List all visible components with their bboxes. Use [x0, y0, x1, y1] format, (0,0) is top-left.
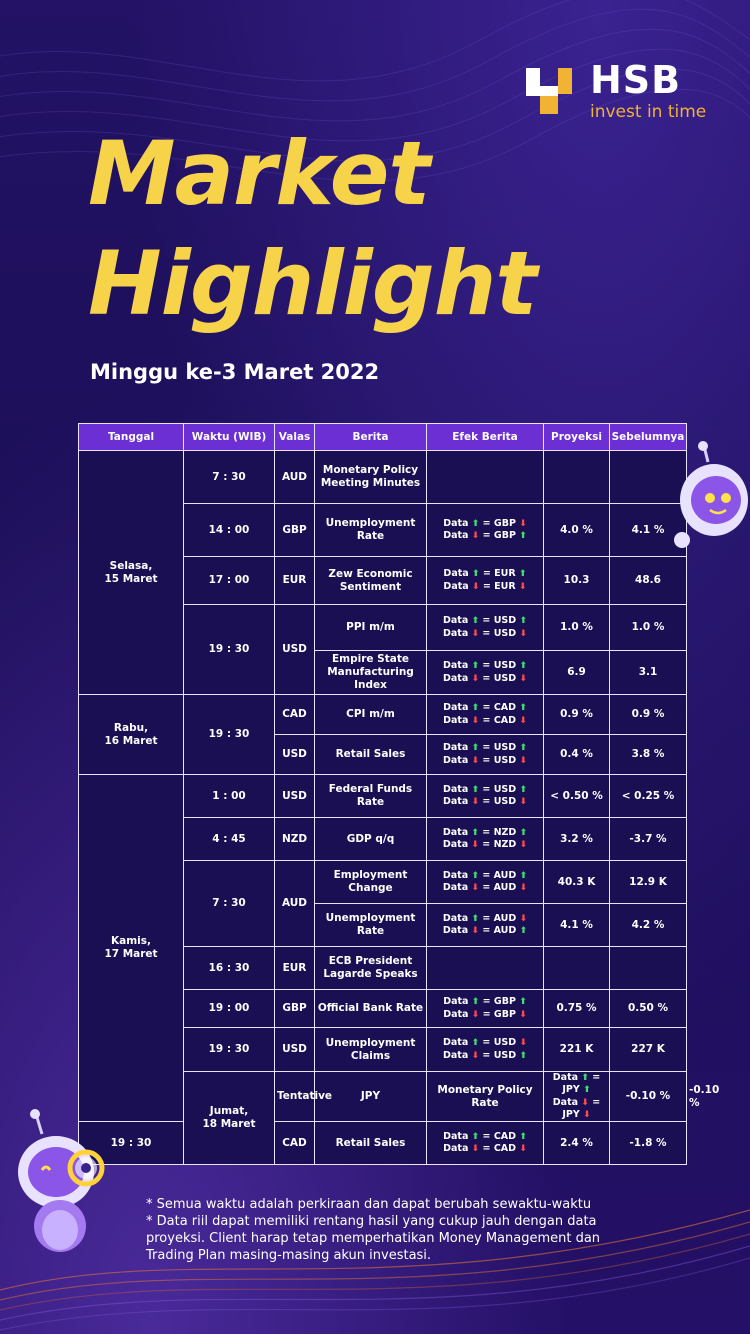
effect-line: Data ⬇ = NZD ⬇ — [442, 839, 528, 850]
page-title-line1: Market — [88, 122, 430, 225]
previous-cell: 0.9 % — [610, 695, 687, 735]
table-row — [79, 695, 687, 735]
effect-line: Data ⬆ = USD ⬆ — [442, 615, 528, 627]
projection-cell: 221 K — [544, 1028, 610, 1072]
currency-cell: USD — [275, 605, 315, 695]
effect-line: Data ⬆ = USD ⬆ — [442, 742, 528, 754]
effect-line: Data ⬆ = EUR ⬆ — [443, 568, 527, 580]
effect-cell — [427, 695, 544, 735]
page-title-line2: Highlight — [88, 232, 537, 335]
currency-cell: CAD — [275, 1122, 315, 1165]
effect-line: Data ⬇ = USD ⬆ — [442, 1049, 528, 1061]
effect-line: Data ⬇ = GBP ⬇ — [443, 1008, 527, 1020]
effect-cell — [427, 605, 544, 651]
currency-cell: AUD — [275, 861, 315, 947]
news-cell: Unemployment Claims — [315, 1028, 427, 1072]
day-cell: Kamis, 17 Maret — [79, 775, 184, 1122]
time-cell: Tentative — [275, 1072, 315, 1122]
currency-cell: USD — [275, 1028, 315, 1072]
news-cell: Monetary Policy Meeting Minutes — [315, 451, 427, 504]
col-header-projection: Proyeksi — [544, 424, 610, 451]
effect-line: Data ⬇ = AUD ⬆ — [442, 925, 528, 936]
effect-cell — [427, 557, 544, 605]
news-cell: PPI m/m — [315, 605, 427, 651]
robot-mascot-icon — [668, 440, 748, 552]
col-header-time: Waktu (WIB) — [184, 424, 275, 451]
table-row — [79, 1122, 687, 1165]
effect-cell — [427, 775, 544, 818]
time-cell: 7 : 30 — [184, 451, 275, 504]
col-header-effect: Efek Berita — [427, 424, 544, 451]
previous-cell — [610, 947, 687, 990]
effect-line: Data ⬆ = USD ⬇ — [442, 1037, 528, 1049]
news-cell: GDP q/q — [315, 818, 427, 861]
previous-cell: 12.9 K — [610, 861, 687, 904]
table-header-row — [79, 424, 687, 451]
projection-cell — [544, 947, 610, 990]
effect-cell — [544, 1072, 610, 1122]
currency-cell: EUR — [275, 557, 315, 605]
news-cell: Federal Funds Rate — [315, 775, 427, 818]
effect-line: Data ⬆ = GBP ⬆ — [443, 996, 527, 1008]
table-row — [79, 451, 687, 504]
previous-cell: 48.6 — [610, 557, 687, 605]
previous-cell: 227 K — [610, 1028, 687, 1072]
effect-cell — [427, 947, 544, 990]
effect-line: Data ⬆ = CAD ⬆ — [443, 702, 527, 714]
projection-cell: 0.75 % — [544, 990, 610, 1028]
effect-line: Data ⬇ = USD ⬇ — [442, 627, 528, 639]
day-cell: Jumat, 18 Maret — [184, 1072, 275, 1165]
effect-line: Data ⬇ = CAD ⬇ — [443, 714, 527, 726]
effect-line: Data ⬆ = USD ⬆ — [442, 660, 528, 672]
effect-cell — [427, 904, 544, 947]
projection-cell — [544, 451, 610, 504]
robot-mascot-magnifier-icon — [10, 1108, 130, 1258]
effect-cell — [427, 735, 544, 775]
effect-cell — [427, 1122, 544, 1165]
effect-cell — [427, 861, 544, 904]
effect-line: Data ⬇ = USD ⬇ — [442, 672, 528, 684]
hsb-logo-icon — [520, 62, 578, 120]
effect-cell — [427, 990, 544, 1028]
projection-cell: 2.4 % — [544, 1122, 610, 1165]
currency-cell: JPY — [315, 1072, 427, 1122]
brand-tagline: invest in time — [590, 102, 707, 122]
table-row — [79, 775, 687, 818]
news-cell: Empire State Manufacturing Index — [315, 651, 427, 695]
disclaimer-line: * Data riil dapat memiliki rentang hasil yang cukup jauh dengan data proyeksi. Client harap tetap memperhatikan Money Management dan Trading Plan masing-masing akun investasi. — [146, 1214, 601, 1263]
time-cell: 19 : 30 — [184, 605, 275, 695]
news-cell: Official Bank Rate — [315, 990, 427, 1028]
disclaimer-notes — [146, 1196, 646, 1264]
news-cell: Unemployment Rate — [315, 904, 427, 947]
projection-cell: 0.4 % — [544, 735, 610, 775]
projection-cell: 4.1 % — [544, 904, 610, 947]
brand-logo — [520, 58, 710, 128]
effect-line: Data ⬆ = CAD ⬆ — [443, 1130, 527, 1142]
time-cell: 19 : 30 — [184, 695, 275, 775]
effect-line: Data ⬇ = CAD ⬇ — [443, 1143, 527, 1154]
page-subtitle: Minggu ke-3 Maret 2022 — [90, 360, 380, 384]
time-cell: 1 : 00 — [184, 775, 275, 818]
day-cell: Selasa, 15 Maret — [79, 451, 184, 695]
previous-cell: 3.8 % — [610, 735, 687, 775]
effect-line: Data ⬆ = GBP ⬇ — [443, 517, 527, 529]
effect-line: Data ⬆ = JPY ⬆ — [552, 1072, 601, 1096]
previous-cell: 3.1 — [610, 651, 687, 695]
currency-cell: GBP — [275, 504, 315, 557]
col-header-currency: Valas — [275, 424, 315, 451]
time-cell: 14 : 00 — [184, 504, 275, 557]
time-cell: 19 : 30 — [79, 1122, 184, 1165]
currency-cell: NZD — [275, 818, 315, 861]
table-row: Jumat, 18 Maret Tentative JPY Monetary Policy Rate Data ⬆ = JPY ⬆ Data ⬇ = JPY ⬇ -0.10 % -0.10 % — [79, 1072, 687, 1122]
news-cell: Employment Change — [315, 861, 427, 904]
previous-cell: 1.0 % — [610, 605, 687, 651]
news-cell: CPI m/m — [315, 695, 427, 735]
projection-cell: 0.9 % — [544, 695, 610, 735]
time-cell: 17 : 00 — [184, 557, 275, 605]
effect-line: Data ⬇ = JPY ⬇ — [552, 1096, 601, 1120]
effect-line: Data ⬇ = AUD ⬇ — [442, 882, 528, 893]
previous-cell: 0.50 % — [610, 990, 687, 1028]
projection-cell: 40.3 K — [544, 861, 610, 904]
previous-cell: < 0.25 % — [610, 775, 687, 818]
news-cell: Retail Sales — [315, 735, 427, 775]
effect-line: Data ⬆ = AUD ⬇ — [442, 912, 528, 924]
effect-line: Data ⬇ = USD ⬇ — [442, 796, 528, 807]
market-table — [78, 423, 720, 1165]
currency-cell: CAD — [275, 695, 315, 735]
effect-cell — [427, 818, 544, 861]
news-cell: Zew Economic Sentiment — [315, 557, 427, 605]
brand-name: HSB — [590, 58, 682, 102]
news-cell: Unemployment Rate — [315, 504, 427, 557]
previous-cell: 4.2 % — [610, 904, 687, 947]
currency-cell: USD — [275, 775, 315, 818]
time-cell: 4 : 45 — [184, 818, 275, 861]
effect-line: Data ⬆ = AUD ⬆ — [442, 869, 528, 881]
previous-cell: -1.8 % — [610, 1122, 687, 1165]
news-cell: ECB President Lagarde Speaks — [315, 947, 427, 990]
projection-cell: 4.0 % — [544, 504, 610, 557]
projection-cell: 10.3 — [544, 557, 610, 605]
currency-cell: EUR — [275, 947, 315, 990]
time-cell: 19 : 00 — [184, 990, 275, 1028]
currency-cell: GBP — [275, 990, 315, 1028]
effect-line: Data ⬆ = USD ⬆ — [442, 783, 528, 795]
projection-cell: 1.0 % — [544, 605, 610, 651]
effect-line: Data ⬆ = NZD ⬆ — [442, 826, 528, 838]
effect-line: Data ⬇ = EUR ⬇ — [443, 580, 527, 592]
effect-cell — [427, 651, 544, 695]
time-cell: 19 : 30 — [184, 1028, 275, 1072]
projection-cell: < 0.50 % — [544, 775, 610, 818]
time-cell: 7 : 30 — [184, 861, 275, 947]
projection-cell: -0.10 % — [610, 1072, 687, 1122]
projection-cell: 3.2 % — [544, 818, 610, 861]
time-cell: 16 : 30 — [184, 947, 275, 990]
previous-cell: -3.7 % — [610, 818, 687, 861]
news-cell: Monetary Policy Rate — [427, 1072, 544, 1122]
currency-cell: AUD — [275, 451, 315, 504]
projection-cell: 6.9 — [544, 651, 610, 695]
effect-line: Data ⬇ = USD ⬇ — [442, 754, 528, 766]
col-header-previous: Sebelumnya — [610, 424, 687, 451]
effect-cell — [427, 504, 544, 557]
previous-cell: 4.1 % — [610, 504, 687, 557]
col-header-date: Tanggal — [79, 424, 184, 451]
currency-cell: USD — [275, 735, 315, 775]
day-cell: Rabu, 16 Maret — [79, 695, 184, 775]
effect-cell — [427, 1028, 544, 1072]
news-cell: Retail Sales — [315, 1122, 427, 1165]
col-header-news: Berita — [315, 424, 427, 451]
effect-line: Data ⬇ = GBP ⬆ — [443, 530, 527, 541]
effect-cell — [427, 451, 544, 504]
disclaimer-line: * Semua waktu adalah perkiraan dan dapat berubah sewaktu-waktu — [146, 1197, 592, 1212]
